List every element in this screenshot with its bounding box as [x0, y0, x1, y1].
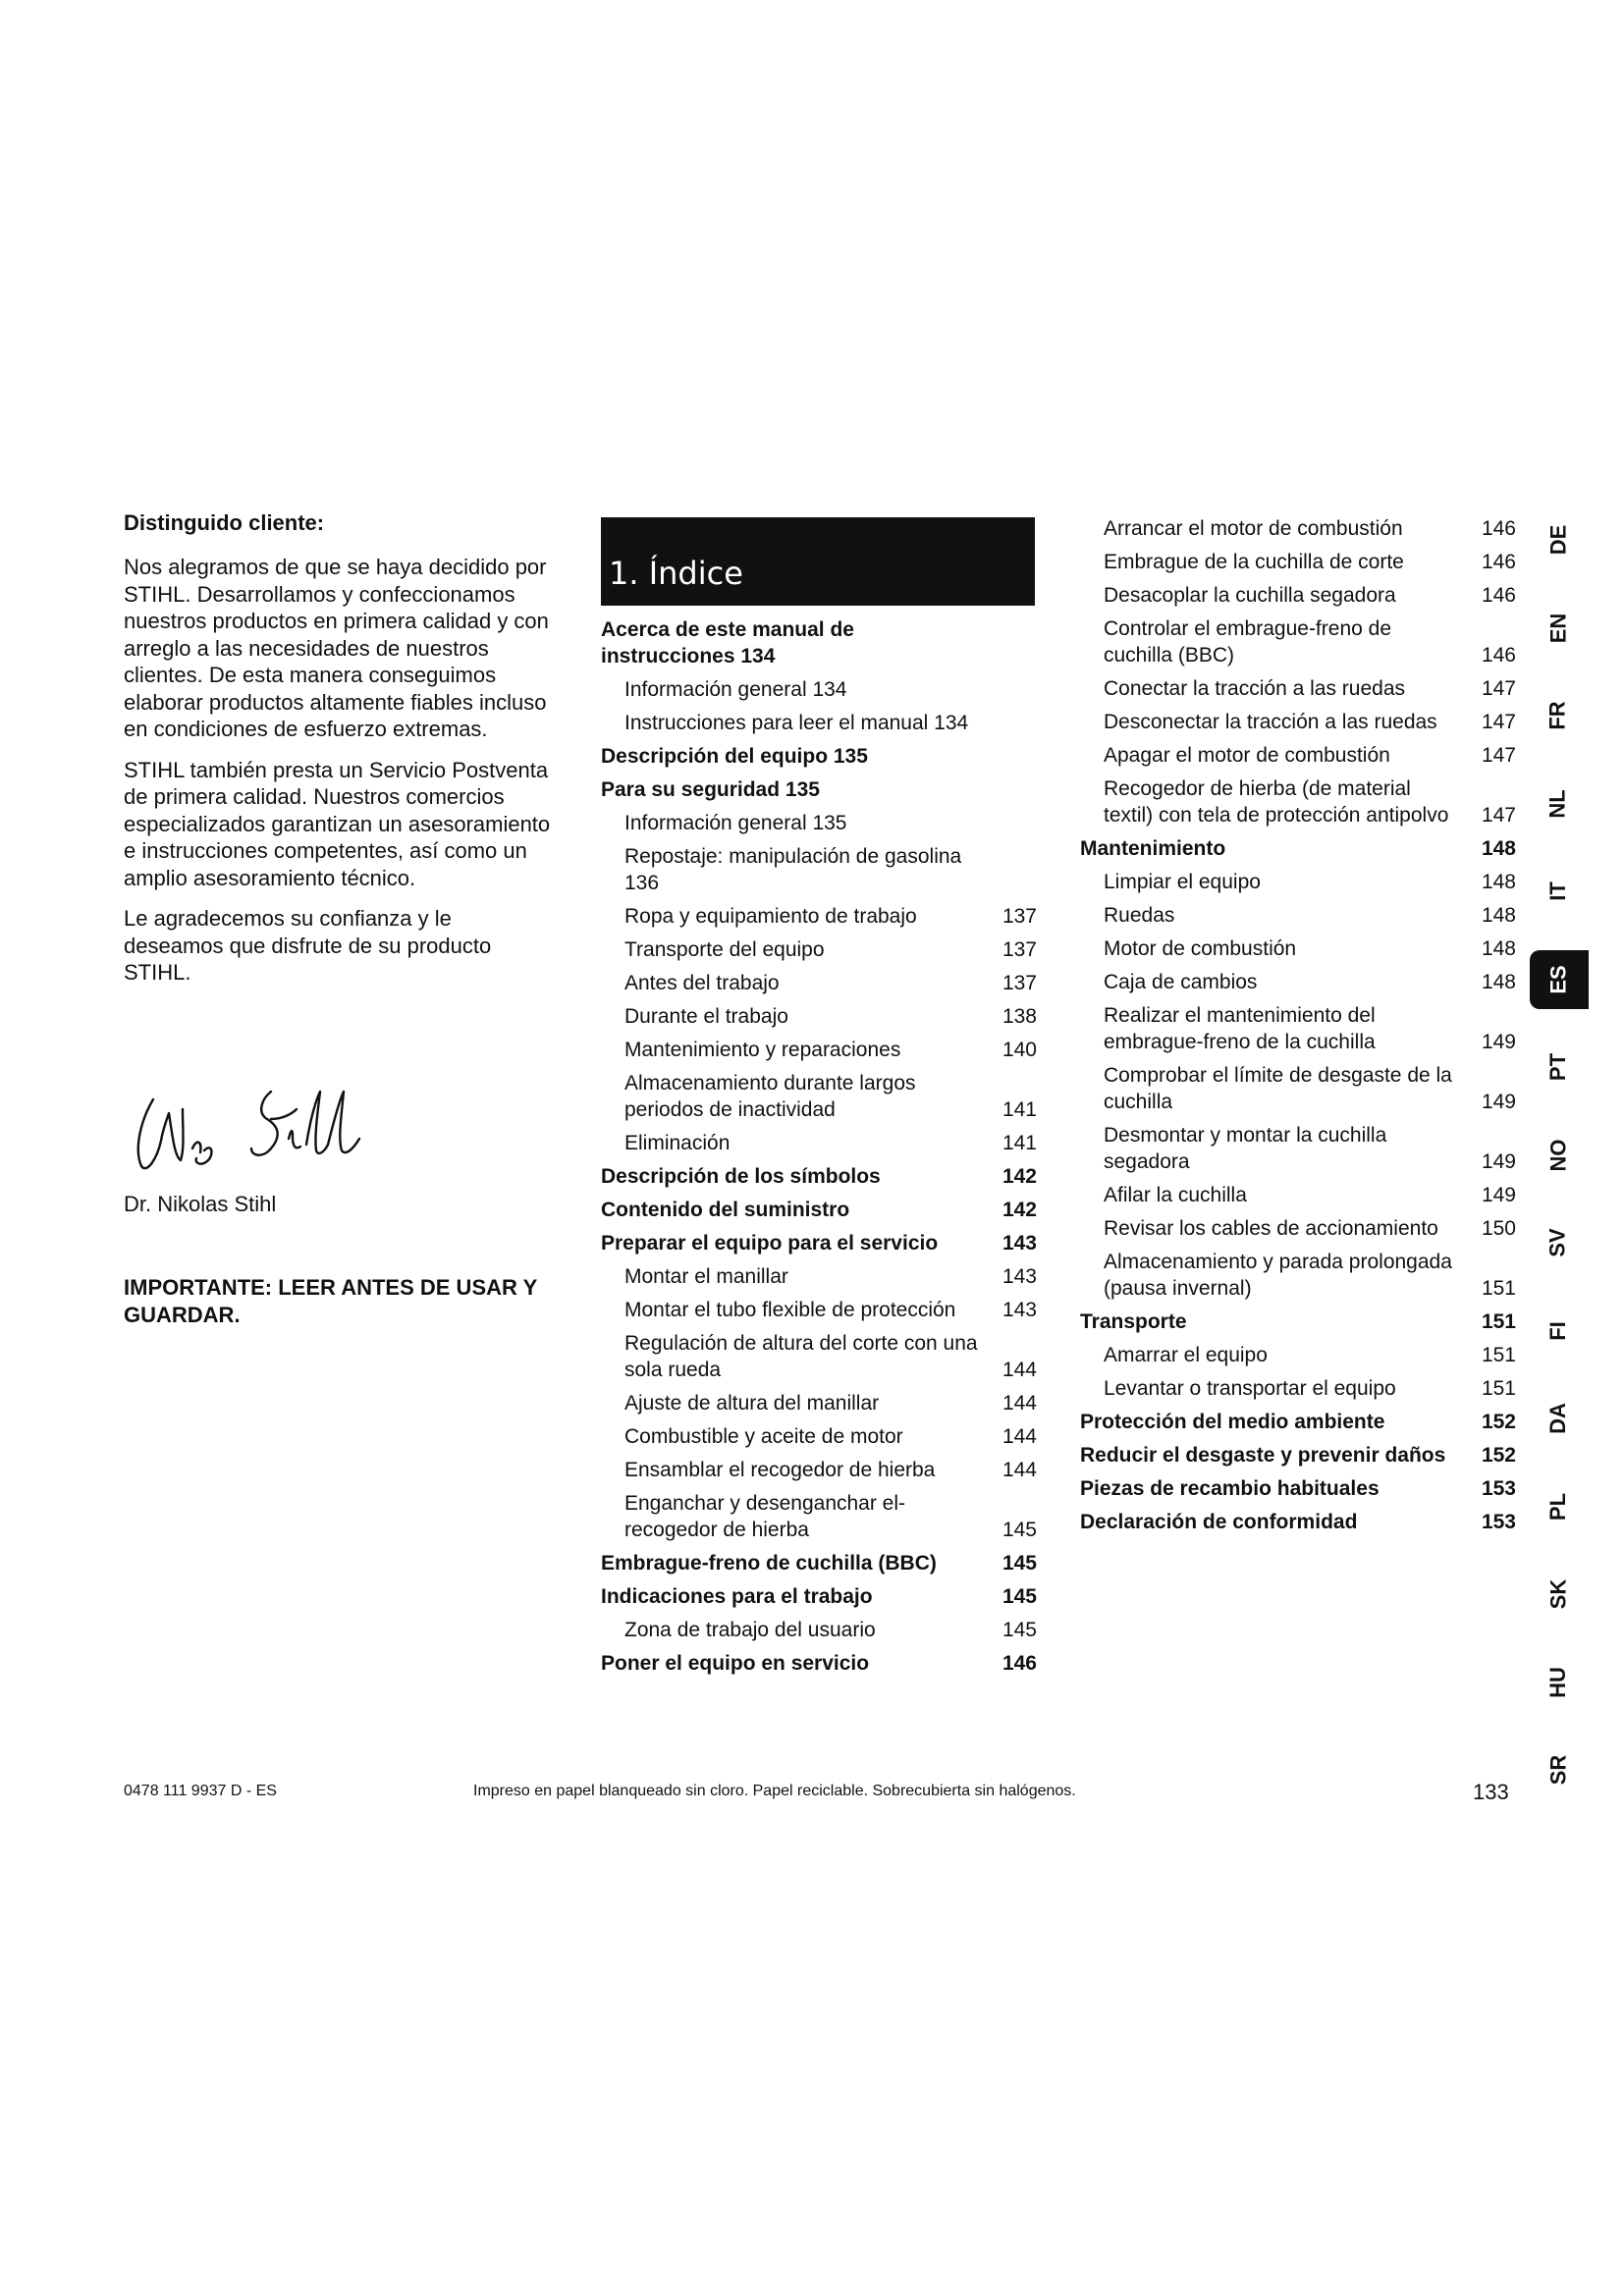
language-tab-label: SV	[1544, 1228, 1570, 1257]
toc-entry-page: 137	[1001, 972, 1037, 994]
language-tab-label: PT	[1545, 1052, 1570, 1082]
toc-entry-subsection[interactable]	[1080, 969, 1516, 995]
toc-entry-text: Ruedas	[1104, 904, 1175, 927]
language-tab-fi[interactable]	[1530, 1302, 1587, 1361]
toc-entry-text: Información general 135	[624, 812, 847, 834]
toc-entry-page: 149	[1481, 1150, 1516, 1173]
toc-entry-text: Embrague-freno de cuchilla (BBC)	[601, 1552, 937, 1575]
toc-entry-subsection[interactable]	[601, 810, 1037, 836]
toc-entry-subsection[interactable]	[601, 903, 1037, 930]
toc-entry-page: 145	[1001, 1585, 1037, 1608]
language-tab-label: NO	[1545, 1139, 1570, 1171]
toc-entry-page: 149	[1481, 1091, 1516, 1113]
toc-entry-text: Caja de cambios	[1104, 971, 1258, 993]
toc-entry-subsection[interactable]	[601, 1003, 1037, 1030]
language-tab-label: HU	[1545, 1666, 1570, 1698]
language-tab-fr[interactable]	[1530, 686, 1587, 745]
toc-entry-page: 142	[1001, 1165, 1037, 1188]
important-notice: IMPORTANTE: LEER ANTES DE USAR Y GUARDAR.	[124, 1275, 537, 1327]
toc-entry-text: Limpiar el equipo	[1104, 871, 1261, 893]
signer-name: Dr. Nikolas Stihl	[124, 1192, 277, 1216]
toc-entry-text: Embrague de la cuchilla de corte	[1104, 551, 1404, 573]
toc-entry-subsection[interactable]	[601, 1390, 1037, 1416]
toc-entry-subsection[interactable]	[601, 676, 1037, 703]
toc-entry-text: Montar el manillar	[624, 1265, 788, 1288]
toc-entry-subsection[interactable]	[601, 1037, 1037, 1063]
toc-entry-text: Descripción del equipo 135	[601, 745, 868, 768]
language-tab-da[interactable]	[1530, 1389, 1587, 1448]
toc-entry-page: 146	[1001, 1652, 1037, 1675]
language-tab-sr[interactable]	[1530, 1740, 1587, 1799]
toc-entry-text: Ensamblar el recogedor de hierba	[624, 1459, 936, 1481]
toc-entry-subsection[interactable]	[601, 1617, 1037, 1643]
toc-entry-text: Almacenamiento y parada prolongada (pausa invernal)	[1104, 1251, 1452, 1300]
toc-entry-section[interactable]	[601, 1230, 1037, 1256]
language-tab-label: SK	[1545, 1578, 1570, 1610]
toc-entry-text: Revisar los cables de accionamiento	[1104, 1217, 1438, 1240]
toc-entry-text: Transporte	[1080, 1310, 1187, 1333]
toc-entry-text: Preparar el equipo para el servicio	[601, 1232, 939, 1255]
language-tab-label: FI	[1545, 1320, 1570, 1341]
toc-entry-section[interactable]	[601, 1583, 1037, 1610]
toc-entry-page: 141	[1001, 1098, 1037, 1121]
toc-entry-subsection[interactable]	[1080, 615, 1516, 668]
language-tab-label: DA	[1545, 1403, 1570, 1434]
toc-entry-section[interactable]	[601, 743, 1037, 770]
toc-entry-page: 144	[1001, 1392, 1037, 1415]
toc-entry-page: 150	[1481, 1217, 1516, 1240]
toc-entry-page: 140	[1001, 1039, 1037, 1061]
toc-entry-page: 149	[1481, 1031, 1516, 1053]
toc-entry-page: 148	[1481, 971, 1516, 993]
toc-entry-subsection[interactable]	[601, 1263, 1037, 1290]
toc-entry-text: Antes del trabajo	[624, 972, 780, 994]
language-tab-pl[interactable]	[1530, 1477, 1587, 1536]
toc-entry-section[interactable]	[1080, 1409, 1516, 1435]
toc-entry-text: Zona de trabajo del usuario	[624, 1619, 876, 1641]
toc-entry-text: Declaración de conformidad	[1080, 1511, 1358, 1533]
toc-entry-text: Desconectar la tracción a las ruedas	[1104, 711, 1437, 733]
toc-entry-text: Afilar la cuchilla	[1104, 1184, 1247, 1206]
toc-entry-text: Arrancar el motor de combustión	[1104, 517, 1403, 540]
toc-entry-page: 147	[1481, 744, 1516, 767]
toc-entry-page: 144	[1001, 1425, 1037, 1448]
toc-entry-subsection[interactable]	[1080, 1249, 1516, 1302]
language-tab-label: NL	[1544, 788, 1570, 819]
toc-entry-text: Ajuste de altura del manillar	[624, 1392, 880, 1415]
toc-entry-page: 137	[1001, 938, 1037, 961]
toc-entry-section[interactable]	[1080, 1475, 1516, 1502]
toc-entry-text: Protección del medio ambiente	[1080, 1411, 1385, 1433]
toc-entry-text: Amarrar el equipo	[1104, 1344, 1268, 1366]
toc-entry-subsection[interactable]	[1080, 582, 1516, 609]
toc-entry-page: 145	[1001, 1519, 1037, 1541]
toc-entry-subsection[interactable]	[1080, 1342, 1516, 1368]
toc-entry-text: Montar el tubo flexible de protección	[624, 1299, 956, 1321]
toc-entry-page: 152	[1481, 1411, 1516, 1433]
language-tab-en[interactable]	[1530, 599, 1587, 658]
toc-entry-text: Almacenamiento durante largos periodos de inactividad	[624, 1072, 916, 1121]
toc-entry-section[interactable]	[601, 1550, 1037, 1576]
toc-entry-section[interactable]	[601, 1650, 1037, 1677]
intro-section	[124, 510, 556, 1000]
language-tab-no[interactable]	[1530, 1126, 1587, 1185]
toc-entry-page: 145	[1001, 1619, 1037, 1641]
toc-entry-page: 144	[1001, 1459, 1037, 1481]
toc-entry-text: Mantenimiento	[1080, 837, 1226, 860]
language-tab-nl[interactable]	[1530, 774, 1587, 833]
toc-entry-page: 141	[1001, 1132, 1037, 1154]
toc-entry-subsection[interactable]	[1080, 775, 1516, 828]
toc-entry-section[interactable]	[601, 616, 1037, 669]
toc-entry-page: 146	[1481, 517, 1516, 540]
language-tab-hu[interactable]	[1530, 1653, 1587, 1712]
language-tab-label: SR	[1545, 1754, 1570, 1786]
toc-entry-text: Reducir el desgaste y prevenir daños	[1080, 1444, 1446, 1467]
toc-entry-text: Repostaje: manipulación de gasolina 136	[624, 845, 962, 894]
toc-entry-text: Desmontar y montar la cuchilla segadora	[1104, 1124, 1387, 1173]
toc-entry-text: Motor de combustión	[1104, 937, 1297, 960]
toc-entry-subsection[interactable]	[1080, 902, 1516, 929]
toc-entry-page: 148	[1481, 837, 1516, 860]
toc-entry-page: 143	[1001, 1232, 1037, 1255]
intro-paragraph: Le agradecemos su confianza y le deseamos que disfrute de su producto STIHL.	[124, 906, 492, 985]
toc-entry-text: Acerca de este manual de instrucciones 134	[601, 618, 854, 667]
toc-entry-section[interactable]	[1080, 1509, 1516, 1535]
toc-entry-subsection[interactable]	[601, 970, 1037, 996]
page-number: 133	[1473, 1780, 1509, 1804]
toc-entry-text: Indicaciones para el trabajo	[601, 1585, 873, 1608]
toc-entry-text: Descripción de los símbolos	[601, 1165, 881, 1188]
toc-entry-page: 148	[1481, 937, 1516, 960]
toc-entry-subsection[interactable]	[1080, 515, 1516, 542]
toc-entry-page: 138	[1001, 1005, 1037, 1028]
toc-entry-subsection[interactable]	[601, 1330, 1037, 1383]
toc-entry-text: Comprobar el límite de desgaste de la cuchilla	[1104, 1064, 1452, 1113]
toc-entry-section[interactable]	[601, 776, 1037, 803]
toc-entry-subsection[interactable]	[601, 1490, 1037, 1543]
toc-entry-text: Conectar la tracción a las ruedas	[1104, 677, 1405, 700]
toc-entry-text: Ropa y equipamiento de trabajo	[624, 905, 917, 928]
toc-entry-subsection[interactable]	[601, 710, 1037, 736]
handwritten-signature	[124, 1080, 379, 1188]
toc-entry-page: 145	[1001, 1552, 1037, 1575]
toc-entry-subsection[interactable]	[601, 1130, 1037, 1156]
language-tab-es[interactable]	[1530, 950, 1589, 1009]
document-code: 0478 111 9937 D - ES	[124, 1783, 277, 1799]
language-tab-pt[interactable]	[1530, 1038, 1587, 1096]
toc-entry-subsection[interactable]	[601, 1297, 1037, 1323]
toc-entry-page: 146	[1481, 584, 1516, 607]
toc-entry-page: 146	[1481, 644, 1516, 667]
toc-entry-section[interactable]	[601, 1197, 1037, 1223]
toc-entry-text: Recogedor de hierba (de material textil) con tela de protección antipolvo	[1104, 777, 1449, 827]
language-tab-label: ES	[1545, 964, 1571, 994]
toc-entry-subsection[interactable]	[1080, 675, 1516, 702]
toc-entry-page: 151	[1481, 1344, 1516, 1366]
toc-entry-page: 144	[1001, 1359, 1037, 1381]
toc-title: 1. Índice	[601, 517, 1035, 606]
toc-entry-page: 151	[1481, 1310, 1516, 1333]
toc-entry-subsection[interactable]	[1080, 869, 1516, 895]
toc-entry-subsection[interactable]	[1080, 1062, 1516, 1115]
toc-entry-subsection[interactable]	[1080, 549, 1516, 575]
language-tab-label: PL	[1545, 1492, 1570, 1521]
toc-entry-text: Mantenimiento y reparaciones	[624, 1039, 901, 1061]
toc-entry-text: Realizar el mantenimiento del embrague-freno de la cuchilla	[1104, 1004, 1376, 1053]
toc-entry-text: Información general 134	[624, 678, 847, 701]
toc-column-2	[601, 616, 1037, 1683]
toc-entry-text: Levantar o transportar el equipo	[1104, 1377, 1396, 1400]
toc-entry-text: Instrucciones para leer el manual 134	[624, 712, 969, 734]
toc-column-3	[1080, 515, 1516, 1542]
toc-entry-page: 143	[1001, 1265, 1037, 1288]
intro-paragraph: Nos alegramos de que se haya decidido por STIHL. Desarrollamos y confeccionamos nuestros productos en primera calidad y con arreglo a las necesidades de nuestros clientes. De esta manera conseguimos elaborar productos altamente fiables incluso en condiciones de esfuerzo extremas.	[124, 555, 549, 741]
toc-entry-text: Enganchar y desenganchar el-recogedor de hierba	[624, 1492, 906, 1541]
language-tab-label: IT	[1545, 881, 1570, 901]
language-tab-sk[interactable]	[1530, 1565, 1587, 1624]
toc-entry-section[interactable]	[1080, 835, 1516, 862]
toc-entry-text: Contenido del suministro	[601, 1199, 850, 1221]
toc-entry-text: Poner el equipo en servicio	[601, 1652, 870, 1675]
toc-entry-text: Apagar el motor de combustión	[1104, 744, 1390, 767]
toc-entry-page: 143	[1001, 1299, 1037, 1321]
toc-entry-text: Eliminación	[624, 1132, 731, 1154]
toc-entry-subsection[interactable]	[1080, 742, 1516, 769]
toc-entry-section[interactable]	[1080, 1308, 1516, 1335]
toc-entry-page: 147	[1481, 677, 1516, 700]
toc-entry-text: Desacoplar la cuchilla segadora	[1104, 584, 1396, 607]
language-tab-sv[interactable]	[1530, 1213, 1587, 1272]
toc-entry-subsection[interactable]	[1080, 1215, 1516, 1242]
toc-entry-section[interactable]	[601, 1163, 1037, 1190]
toc-entry-page: 153	[1481, 1511, 1516, 1533]
toc-entry-subsection[interactable]	[1080, 1182, 1516, 1208]
language-tab-label: FR	[1544, 701, 1570, 730]
toc-entry-subsection[interactable]	[601, 1457, 1037, 1483]
toc-entry-subsection[interactable]	[1080, 935, 1516, 962]
toc-entry-section[interactable]	[1080, 1442, 1516, 1468]
toc-entry-page: 151	[1481, 1377, 1516, 1400]
greeting: Distinguido cliente:	[124, 510, 325, 535]
toc-entry-subsection[interactable]	[1080, 1375, 1516, 1402]
toc-entry-page: 137	[1001, 905, 1037, 928]
toc-entry-page: 142	[1001, 1199, 1037, 1221]
toc-entry-page: 147	[1481, 804, 1516, 827]
language-tab-label: DE	[1545, 524, 1570, 556]
toc-entry-text: Regulación de altura del corte con una sola rueda	[624, 1332, 978, 1381]
toc-entry-page: 151	[1481, 1277, 1516, 1300]
footer-note: Impreso en papel blanqueado sin cloro. Papel reciclable. Sobrecubierta sin halógenos.	[473, 1783, 1076, 1799]
toc-entry-subsection[interactable]	[601, 1423, 1037, 1450]
toc-entry-page: 153	[1481, 1477, 1516, 1500]
toc-entry-text: Controlar el embrague-freno de cuchilla (BBC)	[1104, 617, 1391, 667]
toc-entry-subsection[interactable]	[1080, 1002, 1516, 1055]
toc-entry-subsection[interactable]	[601, 936, 1037, 963]
toc-entry-page: 149	[1481, 1184, 1516, 1206]
toc-entry-page: 148	[1481, 904, 1516, 927]
intro-paragraph: STIHL también presta un Servicio Postventa de primera calidad. Nuestros comercios especializados garantizan un asesoramiento e instrucciones competentes, así como un amplio asesoramiento técnico.	[124, 757, 551, 890]
language-tab-label: EN	[1545, 613, 1570, 643]
toc-entry-subsection[interactable]	[1080, 709, 1516, 735]
toc-entry-subsection[interactable]	[601, 843, 1037, 896]
toc-entry-page: 146	[1481, 551, 1516, 573]
language-tab-it[interactable]	[1530, 862, 1587, 921]
toc-entry-page: 152	[1481, 1444, 1516, 1467]
language-tab-de[interactable]	[1530, 510, 1587, 569]
toc-entry-page: 147	[1481, 711, 1516, 733]
toc-entry-page: 148	[1481, 871, 1516, 893]
toc-entry-subsection[interactable]	[601, 1070, 1037, 1123]
toc-entry-text: Piezas de recambio habituales	[1080, 1477, 1380, 1500]
toc-entry-text: Durante el trabajo	[624, 1005, 788, 1028]
toc-entry-subsection[interactable]	[1080, 1122, 1516, 1175]
toc-entry-text: Transporte del equipo	[624, 938, 825, 961]
toc-entry-text: Para su seguridad 135	[601, 778, 820, 801]
toc-entry-text: Combustible y aceite de motor	[624, 1425, 903, 1448]
